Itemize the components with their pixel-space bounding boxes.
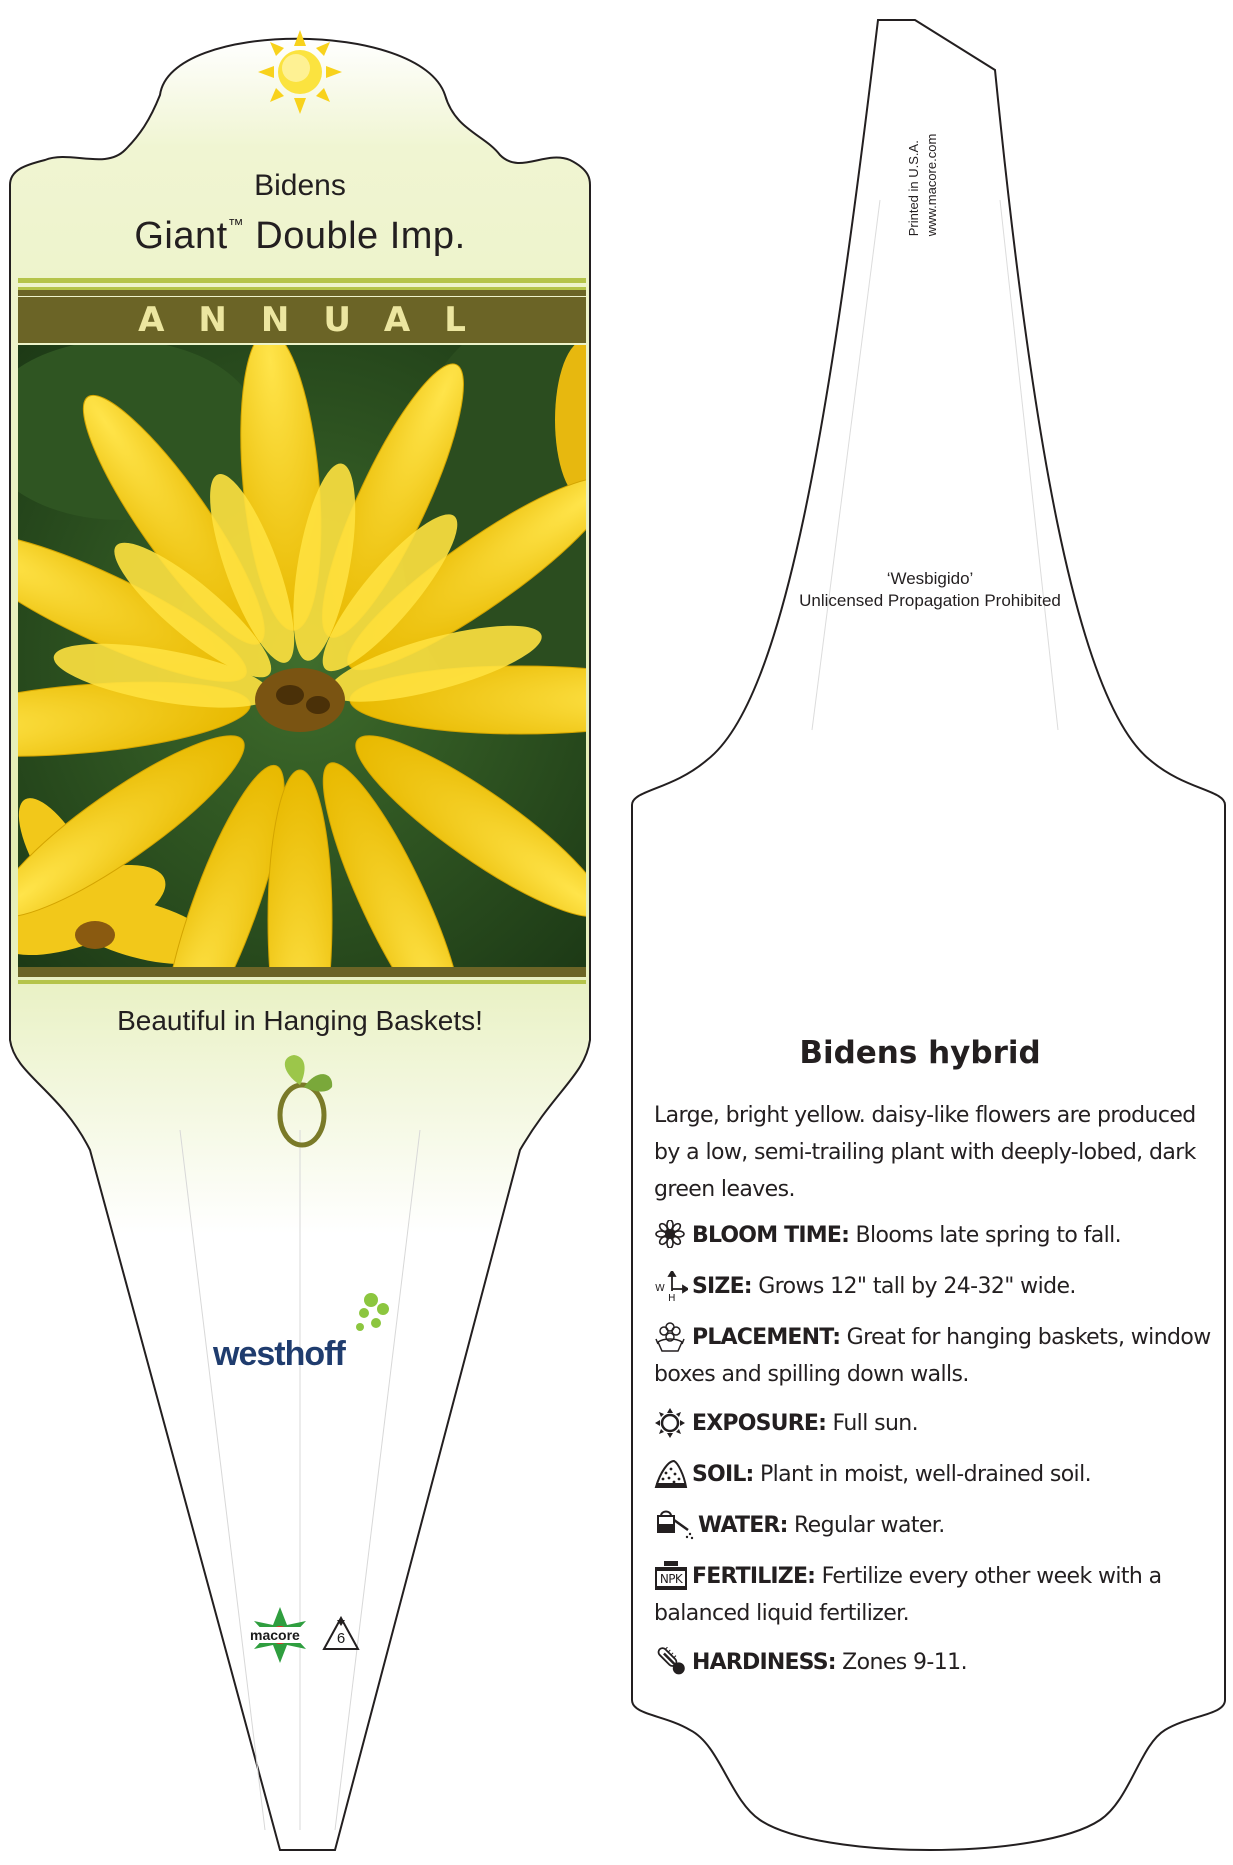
care-label: BLOOM TIME: xyxy=(692,1223,850,1248)
flower-icon xyxy=(654,1220,688,1248)
trademark-symbol: ™ xyxy=(227,217,245,234)
propagation-notice: Unlicensed Propagation Prohibited xyxy=(799,591,1061,610)
care-exposure xyxy=(654,1405,1214,1442)
care-label: FERTILIZE: xyxy=(692,1564,816,1589)
care-label: SOIL: xyxy=(692,1462,754,1487)
plant-type-band: ANNUAL xyxy=(18,297,586,343)
sun-icon xyxy=(654,1408,688,1436)
care-text: Blooms late spring to fall. xyxy=(849,1223,1122,1248)
recycle-code: 6 xyxy=(336,1630,346,1647)
website-text: www.macore.com xyxy=(924,133,939,237)
care-hardiness xyxy=(654,1644,1214,1681)
care-text: Plant in moist, well-drained soil. xyxy=(753,1462,1091,1487)
westhoff-logo: westhoff xyxy=(213,1335,345,1373)
cultivar-suffix: Double Imp. xyxy=(244,215,466,257)
care-size xyxy=(654,1268,1214,1305)
care-label: HARDINESS: xyxy=(692,1650,836,1675)
care-text: Grows 12" tall by 24-32" wide. xyxy=(751,1274,1076,1299)
care-text: Zones 9-11. xyxy=(835,1650,967,1675)
care-text: Fertilize every other week with a balanced liquid fertilizer. xyxy=(654,1564,1162,1626)
fertilizer-icon xyxy=(654,1561,688,1589)
care-label: PLACEMENT: xyxy=(692,1325,841,1350)
front-cultivar xyxy=(20,205,580,257)
front-genus: Bidens xyxy=(254,169,346,202)
care-text: Full sun. xyxy=(826,1411,919,1436)
sun-illustration xyxy=(258,30,342,114)
back-title: Bidens hybrid xyxy=(799,1035,1041,1071)
care-soil xyxy=(654,1456,1214,1493)
care-text: Great for hanging baskets, window boxes and spilling down walls. xyxy=(654,1325,1211,1387)
placement-icon xyxy=(654,1322,688,1350)
printed-info xyxy=(908,115,938,255)
care-fertilize xyxy=(654,1558,1214,1632)
cultivar-code: ‘Wesbigido’ xyxy=(886,569,974,588)
care-placement xyxy=(654,1319,1214,1393)
size-icon xyxy=(654,1271,688,1299)
size-icon-h: H xyxy=(668,1293,675,1301)
care-text: Regular water. xyxy=(787,1513,945,1538)
size-icon-w: W xyxy=(655,1283,665,1294)
cultivar-note xyxy=(740,568,1120,612)
macore-logo-text: macore xyxy=(250,1627,300,1643)
back-description: Large, bright yellow. daisy-like flowers are produced by a low, semi-trailing plant with deeply-lobed, dark green leaves. xyxy=(654,1103,1196,1202)
care-label: WATER: xyxy=(698,1513,788,1538)
watering-can-icon xyxy=(654,1510,694,1538)
care-water xyxy=(654,1507,1214,1544)
fertilizer-icon-label: NPK xyxy=(659,1572,683,1586)
front-tagline: Beautiful in Hanging Baskets! xyxy=(117,1005,483,1036)
thermometer-icon xyxy=(654,1647,688,1675)
printed-in-text: Printed in U.S.A. xyxy=(906,140,921,237)
care-label: SIZE: xyxy=(692,1274,752,1299)
care-bloom-time xyxy=(654,1217,1214,1254)
cultivar-name: Giant xyxy=(134,215,228,257)
soil-icon xyxy=(654,1459,688,1487)
care-label: EXPOSURE: xyxy=(692,1411,827,1436)
